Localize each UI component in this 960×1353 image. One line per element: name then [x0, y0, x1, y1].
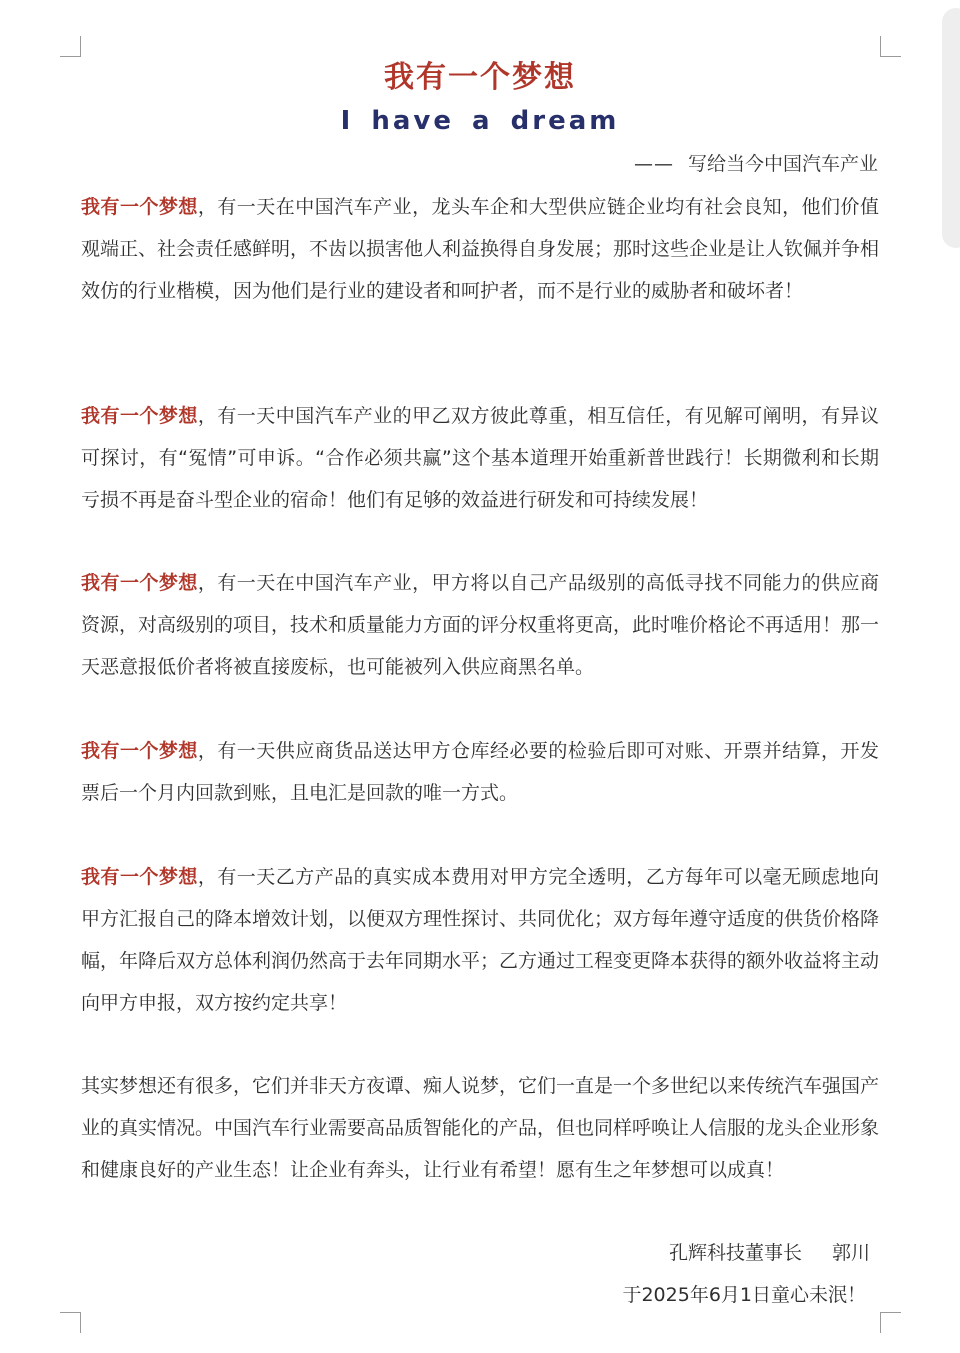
- signature-date: 于2025年6月1日童心未泯！: [622, 1284, 866, 1306]
- signature-line: [669, 1233, 870, 1273]
- paragraph-lead: 我有一个梦想: [81, 572, 198, 594]
- dedication-line: [634, 146, 878, 182]
- crop-mark-bottom-left: [60, 1312, 81, 1333]
- document-subtitle: I have a dream: [340, 106, 620, 136]
- dedication-text: 写给当今中国汽车产业: [687, 153, 878, 175]
- paragraph-3: [81, 562, 879, 688]
- crop-mark-top-right: [880, 36, 901, 57]
- paragraph-text: ，有一天中国汽车产业的甲乙双方彼此尊重，相互信任，有见解可阐明，有异议可探讨，有“冤情”可申诉。“合作必须共赢”这个基本道理开始重新普世践行！长期微利和长期亏损不再是奋斗型企业的宿命！他们有足够的效益进行研发和可持续发展！: [81, 405, 879, 511]
- paragraph-lead: 我有一个梦想: [81, 866, 198, 888]
- crop-mark-top-left: [60, 36, 81, 57]
- dedication-dash: ——: [633, 153, 674, 175]
- crop-mark-bottom-right: [880, 1312, 901, 1333]
- paragraph-1: [81, 186, 879, 312]
- signature-title: 孔辉科技董事长: [668, 1242, 802, 1264]
- paragraph-4: [81, 730, 879, 814]
- paragraph-text: 其实梦想还有很多，它们并非天方夜谭、痴人说梦，它们一直是一个多世纪以来传统汽车强国产业的真实情况。中国汽车行业需要高品质智能化的产品，但也同样呼唤让人信服的龙头企业形象和健康良好的产业生态！让企业有奔头，让行业有希望！愿有生之年梦想可以成真！: [81, 1075, 880, 1181]
- paragraph-text: ，有一天供应商货品送达甲方仓库经必要的检验后即可对账、开票并结算，开发票后一个月内回款到账，且电汇是回款的唯一方式。: [81, 740, 879, 804]
- signature-name: 郭川: [831, 1242, 870, 1264]
- document-title: 我有一个梦想: [384, 60, 576, 95]
- paragraph-closing: [81, 1065, 879, 1191]
- paragraph-lead: 我有一个梦想: [81, 740, 198, 762]
- paragraph-text: ，有一天在中国汽车产业，甲方将以自己产品级别的高低寻找不同能力的供应商资源，对高级别的项目，技术和质量能力方面的评分权重将更高，此时唯价格论不再适用！那一天恶意报低价者将被直接废标，也可能被列入供应商黑名单。: [81, 572, 880, 678]
- paragraph-text: ，有一天在中国汽车产业，龙头车企和大型供应链企业均有社会良知，他们价值观端正、社会责任感鲜明，不齿以损害他人利益换得自身发展；那时这些企业是让人钦佩并争相效仿的行业楷模，因为他们是行业的建设者和呵护者，而不是行业的威胁者和破坏者！: [81, 196, 880, 302]
- paragraph-text: ，有一天乙方产品的真实成本费用对甲方完全透明，乙方每年可以毫无顾虑地向甲方汇报自己的降本增效计划，以便双方理性探讨、共同优化；双方每年遵守适度的供货价格降幅，年降后双方总体利润仍然高于去年同期水平；乙方通过工程变更降本获得的额外收益将主动向甲方申报，双方按约定共享！: [81, 866, 880, 1014]
- paragraph-lead: 我有一个梦想: [81, 405, 198, 427]
- paragraph-5: [81, 856, 879, 1024]
- paragraph-2: [81, 395, 879, 521]
- paragraph-lead: 我有一个梦想: [81, 196, 198, 218]
